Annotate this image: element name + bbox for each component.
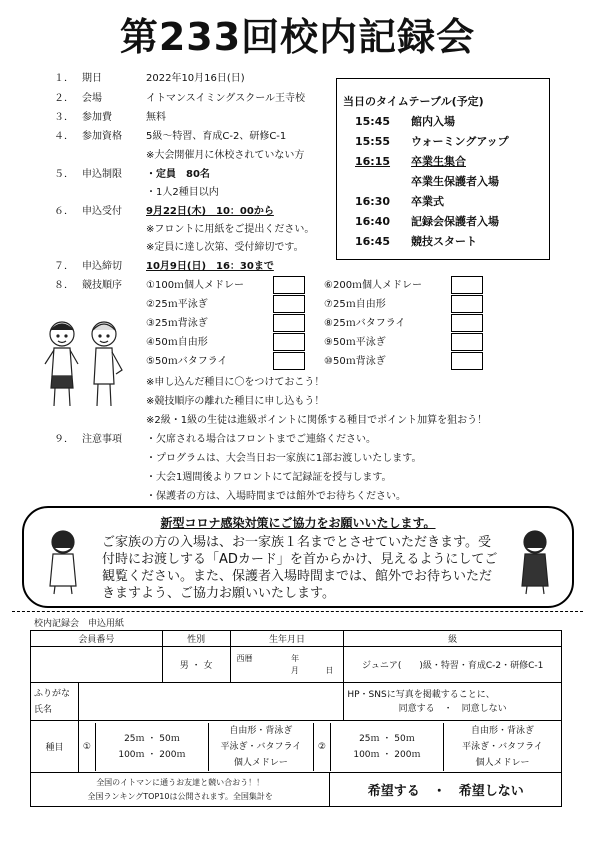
children-illustration	[42, 318, 126, 410]
item-label: 期日	[82, 73, 102, 84]
event-left-2: ②25ｍ平泳ぎ	[146, 299, 208, 310]
event-right-4: ⑨50ｍ平泳ぎ	[324, 337, 386, 348]
month-label: 月	[290, 665, 299, 675]
cut-line	[12, 611, 583, 612]
sns-options[interactable]: 同意する ・ 同意しない	[398, 703, 507, 714]
caution-line: ・欠席される場合はフロントまでご連絡ください。	[146, 434, 376, 445]
timetable-label: 記録会保護者入場	[411, 215, 499, 228]
choice-1-distance[interactable]	[95, 723, 208, 771]
event-checkbox[interactable]	[451, 295, 483, 313]
grade-field[interactable]	[344, 647, 562, 683]
era-label: 西暦	[236, 653, 253, 663]
timetable-label: ウォーミングアップ	[411, 135, 509, 148]
timetable-time: 16:45	[355, 235, 391, 248]
birthdate-header: 生年月日	[230, 631, 344, 647]
grade-options: ジュニア( )級・特習・育成C-2・研修C-1	[362, 661, 544, 671]
timetable-time: 16:30	[355, 195, 391, 208]
choice-1-stroke[interactable]	[208, 723, 313, 771]
item-number: ８．	[54, 280, 74, 291]
event-checkbox[interactable]	[273, 333, 305, 351]
item-value: ※大会開催月に休校されていない方	[146, 150, 305, 161]
stroke-option-2: 平泳ぎ・バタフライ	[462, 741, 543, 752]
choice-1-marker: ①	[79, 723, 96, 771]
sns-question: HP・SNSに写真を掲載することに、	[347, 689, 495, 700]
distance-option-2: 100ｍ ・ 200ｍ	[353, 749, 421, 760]
event-label: 種目	[31, 721, 79, 773]
item-number: ４．	[54, 131, 74, 142]
stroke-option-2: 平泳ぎ・バタフライ	[220, 741, 302, 752]
covid-notice-body: ご家族の方の入場は、お一家族１名までとさせていただきます。受付時にお渡しする「ADカード」を首からかけ、見えるようにしてご観覧ください。また、保護者入場時間までは、館外でお待ちいただきますよう、ご協力お願いいたします。	[102, 535, 498, 601]
bowing-child-illustration	[40, 526, 86, 596]
caution-line: ・保護者の方は、入場時間までは館外でお待ちください。	[146, 491, 406, 502]
item-value: ・定員 80名	[146, 169, 210, 180]
event-left-3: ③25ｍ背泳ぎ	[146, 318, 208, 329]
item-number: ６．	[54, 206, 74, 217]
item-number: ５．	[54, 169, 74, 180]
event-checkbox[interactable]	[451, 352, 483, 370]
event-checkbox[interactable]	[273, 352, 305, 370]
event-left-1: ①100ｍ個人メドレー	[146, 280, 245, 291]
event-left-5: ⑤50ｍバタフライ	[146, 356, 228, 367]
event-checkbox[interactable]	[451, 276, 483, 294]
timetable-label: 卒業生保護者入場	[411, 175, 499, 188]
name-label-cell	[31, 683, 79, 721]
timetable-heading: 当日のタイムテーブル(予定)	[343, 95, 484, 108]
item-number: ２．	[54, 93, 74, 104]
ranking-note	[31, 773, 330, 807]
covid-notice-banner	[22, 506, 574, 608]
gender-field[interactable]	[162, 647, 230, 683]
event-checkbox[interactable]	[273, 314, 305, 332]
page-title: 第233回校内記録会	[119, 15, 476, 59]
ranking-note-line-2: 全国ランキングTOP10は公開されます。全国集計を	[87, 791, 273, 801]
furigana-label: ふりがな	[34, 688, 71, 699]
item-label: 参加資格	[82, 131, 122, 142]
timetable-label: 卒業式	[411, 195, 444, 208]
timetable-label: 館内入場	[411, 115, 455, 128]
caution-line: ・大会1週間後よりフロントにて記録証を授与します。	[146, 472, 392, 483]
distance-option-1: 25ｍ ・ 50ｍ	[124, 733, 180, 744]
item-value: ・1人2種目以内	[146, 187, 219, 198]
event-checkbox[interactable]	[273, 276, 305, 294]
distance-option-2: 100ｍ ・ 200ｍ	[118, 749, 186, 760]
sns-consent-cell	[344, 683, 562, 721]
event-note: ※競技順序の離れた種目に申し込もう！	[146, 396, 325, 407]
item-number: ７．	[54, 261, 74, 272]
gender-header: 性別	[162, 631, 230, 647]
name-field[interactable]	[78, 683, 343, 721]
item-value: 9月22日(木) 10：00から	[146, 206, 274, 217]
event-note: ※申し込んだ種目に〇をつけておこう！	[146, 377, 325, 388]
form-caption: 校内記録会 申込用紙	[34, 619, 125, 629]
stroke-option-1: 自由形・背泳ぎ	[229, 725, 293, 736]
choice-2-marker: ②	[313, 723, 330, 771]
item-label: 競技順序	[82, 280, 122, 291]
timetable-label: 卒業生集合	[411, 155, 466, 168]
item-label: 注意事項	[82, 434, 122, 445]
item-value: 無料	[146, 112, 166, 123]
ranking-consent-options[interactable]: 希望する ・ 希望しない	[330, 773, 562, 807]
event-checkbox[interactable]	[273, 295, 305, 313]
stroke-option-3: 個人メドレー	[233, 757, 288, 768]
event-left-4: ④50ｍ自由形	[146, 337, 208, 348]
bowing-child-illustration	[512, 526, 558, 596]
choice-2-distance[interactable]	[330, 723, 443, 771]
item-value: 10月9日(日) 16：30まで	[146, 261, 274, 272]
item-label: 参加費	[82, 112, 112, 123]
event-right-5: ⑩50ｍ背泳ぎ	[324, 356, 386, 367]
item-number: ９．	[54, 434, 74, 445]
event-checkbox[interactable]	[451, 333, 483, 351]
item-number: １．	[54, 73, 74, 84]
item-value: ※定員に達し次第、受付締切です。	[146, 242, 304, 253]
timetable-time: 15:55	[355, 135, 391, 148]
distance-option-1: 25ｍ ・ 50ｍ	[359, 733, 415, 744]
item-label: 申込制限	[82, 169, 122, 180]
timetable-time: 16:40	[355, 215, 391, 228]
item-label: 申込受付	[82, 206, 122, 217]
event-right-2: ⑦25ｍ自由形	[324, 299, 386, 310]
stroke-option-3: 個人メドレー	[475, 757, 530, 768]
grade-header: 級	[344, 631, 562, 647]
event-note: ※2級・1級の生徒は進級ポイントに関係する種目でポイント加算を狙おう！	[146, 415, 488, 426]
event-right-3: ⑧25ｍバタフライ	[324, 318, 406, 329]
birthdate-field[interactable]	[230, 647, 344, 683]
name-label: 氏名	[34, 704, 53, 715]
timetable-label: 競技スタート	[411, 235, 477, 248]
timetable-time: 16:15	[355, 155, 391, 168]
day-label: 日	[325, 665, 334, 675]
item-label: 会場	[82, 93, 102, 104]
item-value: ※フロントに用紙をご提出ください。	[146, 224, 315, 235]
member-number-field[interactable]	[31, 647, 163, 683]
item-number: ３．	[54, 112, 74, 123]
stroke-option-1: 自由形・背泳ぎ	[470, 725, 534, 736]
member-number-header: 会員番号	[31, 631, 163, 647]
caution-line: ・プログラムは、大会当日お一家族に1部お渡しいたします。	[146, 453, 422, 464]
item-value: イトマンスイミングスクール王寺校	[146, 93, 305, 104]
covid-notice-title: 新型コロナ感染対策にご協力をお願いいたします。	[160, 516, 436, 530]
event-checkbox[interactable]	[451, 314, 483, 332]
event-right-1: ⑥200ｍ個人メドレー	[324, 280, 423, 291]
item-value: 2022年10月16日(日)	[146, 73, 245, 84]
timetable-box	[336, 78, 550, 260]
year-label: 年	[291, 653, 300, 663]
ranking-note-line-1: 全国のイトマンに通うお友達と競い合おう！！	[96, 777, 265, 787]
application-form	[30, 630, 562, 807]
choice-2-stroke[interactable]	[443, 723, 561, 771]
gender-options: 男 ・ 女	[179, 661, 213, 671]
item-value: 5級～特習、育成C-2、研修C-1	[146, 131, 287, 142]
timetable-time: 15:45	[355, 115, 391, 128]
item-label: 申込締切	[82, 261, 122, 272]
